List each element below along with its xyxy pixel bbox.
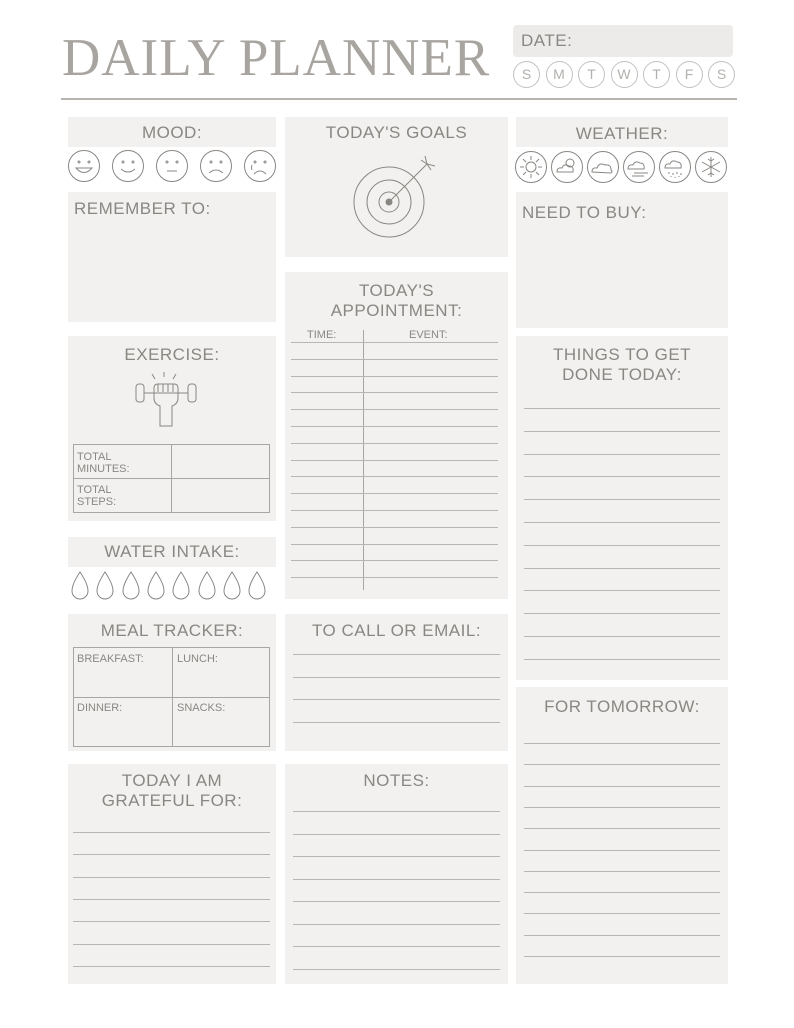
day-tuesday[interactable]: T — [578, 61, 605, 88]
for-tomorrow-title: FOR TOMORROW: — [544, 697, 700, 716]
notes-line[interactable] — [293, 969, 500, 970]
appointment-line[interactable] — [291, 376, 498, 377]
snow-icon[interactable] — [696, 152, 727, 183]
todo-line[interactable] — [524, 568, 720, 569]
exercise-panel — [68, 336, 276, 521]
notes-lines[interactable] — [293, 811, 500, 977]
remember-title: REMEMBER TO: — [74, 199, 211, 218]
happy-face-icon[interactable] — [113, 151, 144, 182]
sad-face-icon[interactable] — [201, 151, 232, 182]
appointment-line[interactable] — [291, 476, 498, 477]
very-happy-face-icon[interactable] — [69, 151, 100, 182]
day-monday[interactable]: M — [546, 61, 573, 88]
things-to-do-panel — [516, 336, 728, 680]
dinner-label: DINNER: — [77, 702, 123, 714]
windy-icon[interactable] — [624, 152, 655, 183]
tomorrow-line[interactable] — [524, 892, 720, 893]
water-drop-icon[interactable] — [146, 571, 166, 601]
mood-icons — [67, 149, 279, 185]
notes-line[interactable] — [293, 879, 500, 880]
exercise-table — [73, 444, 270, 513]
water-drop-icon[interactable] — [171, 571, 191, 601]
for-tomorrow-panel — [516, 687, 728, 984]
todo-line[interactable] — [524, 431, 720, 432]
breakfast-label: BREAKFAST: — [77, 653, 144, 665]
notes-line[interactable] — [293, 856, 500, 857]
appointment-panel — [285, 272, 508, 599]
meal-title: MEAL TRACKER: — [100, 621, 244, 640]
total-minutes-label: TOTAL MINUTES: — [77, 451, 130, 475]
need-to-buy-title: NEED TO BUY: — [522, 203, 647, 222]
water-drop-icon[interactable] — [197, 571, 217, 601]
things-to-do-title: THINGS TO GET DONE TODAY: — [552, 345, 692, 384]
sun-icon[interactable] — [516, 152, 547, 183]
grateful-line[interactable] — [73, 877, 270, 878]
cloudy-icon[interactable] — [588, 152, 619, 183]
tomorrow-line[interactable] — [524, 743, 720, 744]
appointment-line[interactable] — [291, 359, 498, 360]
call-email-panel — [285, 614, 508, 751]
day-wednesday[interactable]: W — [611, 61, 638, 88]
notes-line[interactable] — [293, 901, 500, 902]
snacks-cell[interactable] — [173, 698, 269, 746]
remember-panel[interactable] — [68, 192, 276, 322]
lunch-cell[interactable] — [173, 648, 269, 697]
tomorrow-line[interactable] — [524, 956, 720, 957]
notes-line[interactable] — [293, 811, 500, 812]
grateful-lines[interactable] — [73, 832, 270, 978]
partly-cloudy-icon[interactable] — [552, 152, 583, 183]
goals-panel[interactable] — [285, 117, 508, 257]
meal-panel — [68, 614, 276, 751]
tomorrow-line[interactable] — [524, 935, 720, 936]
todo-line[interactable] — [524, 454, 720, 455]
notes-panel — [285, 764, 508, 984]
appointment-line[interactable] — [291, 510, 498, 511]
header-divider — [61, 98, 737, 100]
day-sunday[interactable]: S — [513, 61, 540, 88]
total-minutes-input[interactable] — [172, 445, 269, 478]
appointment-line[interactable] — [291, 527, 498, 528]
notes-line[interactable] — [293, 834, 500, 835]
appointment-line[interactable] — [291, 443, 498, 444]
appointment-lines[interactable] — [291, 342, 498, 592]
tomorrow-line[interactable] — [524, 850, 720, 851]
appointment-line[interactable] — [291, 560, 498, 561]
notes-line[interactable] — [293, 946, 500, 947]
total-steps-label: TOTAL STEPS: — [77, 484, 117, 508]
grateful-line[interactable] — [73, 944, 270, 945]
date-label: DATE: — [521, 31, 573, 50]
for-tomorrow-lines[interactable] — [524, 743, 720, 975]
day-friday[interactable]: F — [676, 61, 703, 88]
water-drop-icon[interactable] — [70, 571, 90, 601]
appointment-title: TODAY'S APPOINTMENT: — [330, 281, 463, 320]
water-title: WATER INTAKE: — [104, 542, 240, 561]
water-drop-icon[interactable] — [222, 571, 242, 601]
todo-line[interactable] — [524, 499, 720, 500]
appointment-line[interactable] — [291, 342, 498, 343]
appointment-line[interactable] — [291, 544, 498, 545]
grateful-line[interactable] — [73, 921, 270, 922]
snacks-label: SNACKS: — [177, 702, 226, 714]
water-drop-icon[interactable] — [95, 571, 115, 601]
mood-panel — [68, 117, 276, 147]
goals-title: TODAY'S GOALS — [325, 123, 468, 142]
tomorrow-line[interactable] — [524, 786, 720, 787]
grateful-line[interactable] — [73, 966, 270, 967]
weekday-selector — [513, 61, 735, 91]
tomorrow-line[interactable] — [524, 913, 720, 914]
notes-line[interactable] — [293, 924, 500, 925]
grateful-line[interactable] — [73, 899, 270, 900]
todo-line[interactable] — [524, 590, 720, 591]
appointment-line[interactable] — [291, 577, 498, 578]
todo-line[interactable] — [524, 408, 720, 409]
appointment-line[interactable] — [291, 493, 498, 494]
tomorrow-line[interactable] — [524, 807, 720, 808]
exercise-title: EXERCISE: — [124, 345, 220, 364]
tomorrow-line[interactable] — [524, 828, 720, 829]
need-to-buy-panel[interactable] — [516, 192, 728, 328]
grateful-title: TODAY I AM GRATEFUL FOR: — [101, 771, 243, 810]
total-steps-input[interactable] — [172, 479, 269, 512]
things-to-do-lines[interactable] — [524, 408, 720, 670]
appointment-line[interactable] — [291, 426, 498, 427]
water-panel — [68, 537, 276, 567]
mood-title: MOOD: — [141, 123, 203, 142]
call-email-line[interactable] — [293, 722, 500, 723]
call-email-line[interactable] — [293, 654, 500, 655]
appointment-line[interactable] — [291, 392, 498, 393]
call-email-line[interactable] — [293, 699, 500, 700]
date-field[interactable] — [513, 25, 733, 57]
todo-line[interactable] — [524, 476, 720, 477]
tomorrow-line[interactable] — [524, 871, 720, 872]
appointment-line[interactable] — [291, 460, 498, 461]
event-column-header: EVENT: — [409, 329, 448, 341]
water-drop-icon[interactable] — [247, 571, 267, 601]
todo-line[interactable] — [524, 659, 720, 660]
notes-title: NOTES: — [363, 771, 430, 790]
very-sad-face-icon[interactable] — [245, 151, 276, 182]
todo-line[interactable] — [524, 613, 720, 614]
breakfast-cell[interactable] — [74, 648, 172, 697]
todo-line[interactable] — [524, 545, 720, 546]
todo-line[interactable] — [524, 636, 720, 637]
grateful-line[interactable] — [73, 832, 270, 833]
water-drops — [68, 571, 276, 605]
weather-title: WEATHER: — [575, 124, 669, 143]
rain-icon[interactable] — [660, 152, 691, 183]
grateful-line[interactable] — [73, 854, 270, 855]
page-title: DAILY PLANNER — [62, 29, 491, 87]
target-arrow-icon — [351, 150, 441, 240]
grateful-panel — [68, 764, 276, 984]
time-column-header: TIME: — [307, 329, 337, 341]
call-email-line[interactable] — [293, 677, 500, 678]
call-email-title: TO CALL OR EMAIL: — [311, 621, 482, 640]
lunch-label: LUNCH: — [177, 653, 218, 665]
weather-panel — [516, 117, 728, 147]
appointment-line[interactable] — [291, 409, 498, 410]
todo-line[interactable] — [524, 522, 720, 523]
day-saturday[interactable]: S — [708, 61, 735, 88]
tomorrow-line[interactable] — [524, 764, 720, 765]
call-email-lines[interactable] — [293, 654, 500, 744]
day-thursday[interactable]: T — [643, 61, 670, 88]
weather-icons — [514, 150, 730, 184]
dinner-cell[interactable] — [74, 698, 172, 746]
dumbbell-fist-icon — [134, 370, 198, 430]
neutral-face-icon[interactable] — [157, 151, 188, 182]
water-drop-icon[interactable] — [121, 571, 141, 601]
meal-table — [73, 647, 270, 747]
